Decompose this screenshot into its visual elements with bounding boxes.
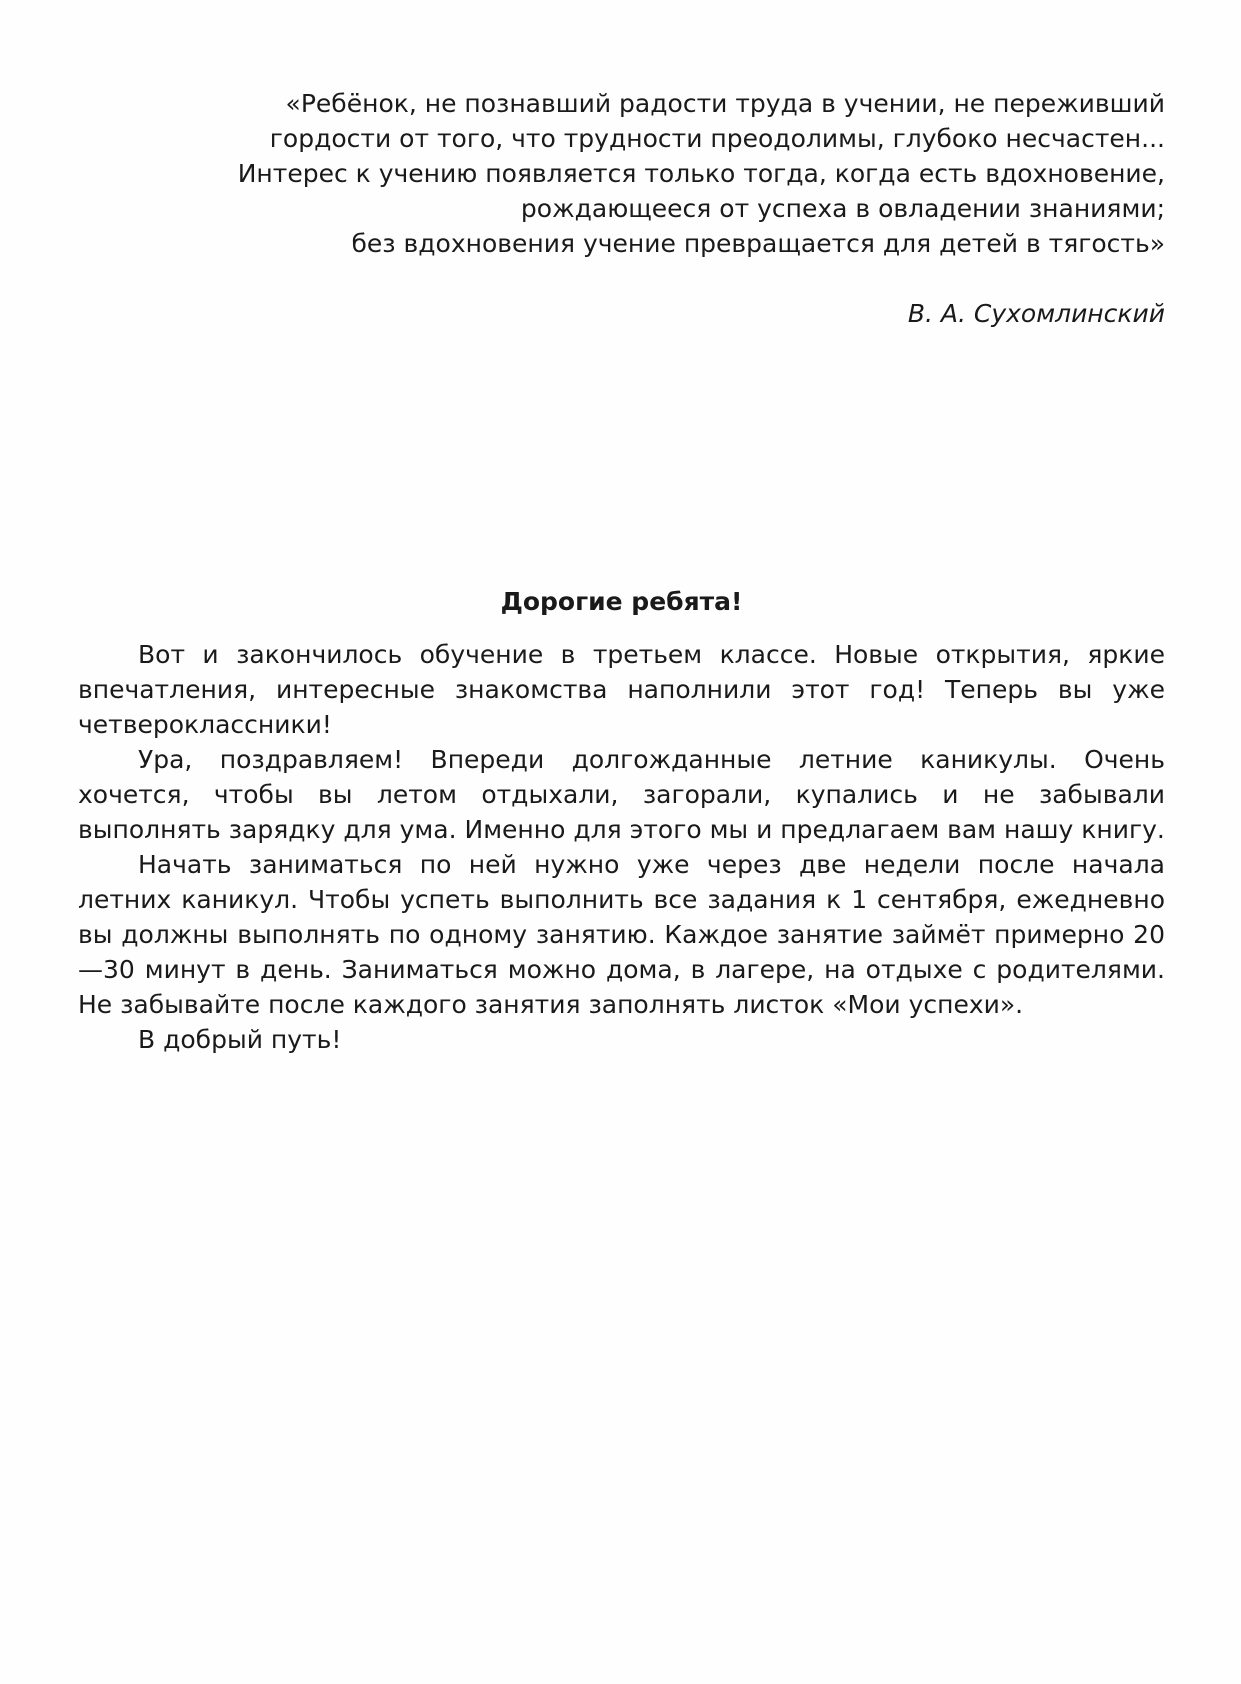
letter-paragraph: Вот и закончилось обучение в третьем классе. Новые открытия, яркие впечатления, интересные знакомства наполнили этот год! Теперь вы уже четвероклассники! (78, 640, 1165, 739)
letter-section (78, 584, 1165, 1057)
letter-paragraph: Ура, поздравляем! Впереди долгожданные летние каникулы. Очень хочется, чтобы вы летом отдыхали, загорали, купались и не забывали выполнять зарядку для ума. Именно для этого мы и предлагаем вам нашу книгу. (78, 745, 1165, 844)
letter-paragraph: Начать заниматься по ней нужно уже через две недели после начала летних каникул. Чтобы успеть выполнить все задания к 1 сентября, ежедневно вы должны выполнять по одному занятию. Каждое занятие займёт примерно 20—30 минут в день. Заниматься можно дома, в лагере, на отдыхе с родителями. Не забывайте после каждого занятия заполнять листок «Мои успехи». (78, 850, 1165, 1019)
epigraph-author: В. А. Сухомлинский (907, 299, 1165, 328)
epigraph-line: Интерес к учению появляется только тогда, когда есть вдохновение, (237, 159, 1165, 188)
epigraph-line: «Ребёнок, не познавший радости труда в учении, не переживший (285, 89, 1165, 118)
epigraph-line: гордости от того, что трудности преодолимы, глубоко несчастен... (269, 124, 1165, 153)
letter-title: Дорогие ребята! (500, 587, 743, 616)
epigraph-line: рождающееся от успеха в овладении знаниями; (520, 194, 1165, 223)
epigraph-quote (165, 86, 1165, 261)
letter-paragraph: В добрый путь! (138, 1025, 342, 1054)
epigraph-line: без вдохновения учение превращается для детей в тягость» (351, 229, 1165, 258)
